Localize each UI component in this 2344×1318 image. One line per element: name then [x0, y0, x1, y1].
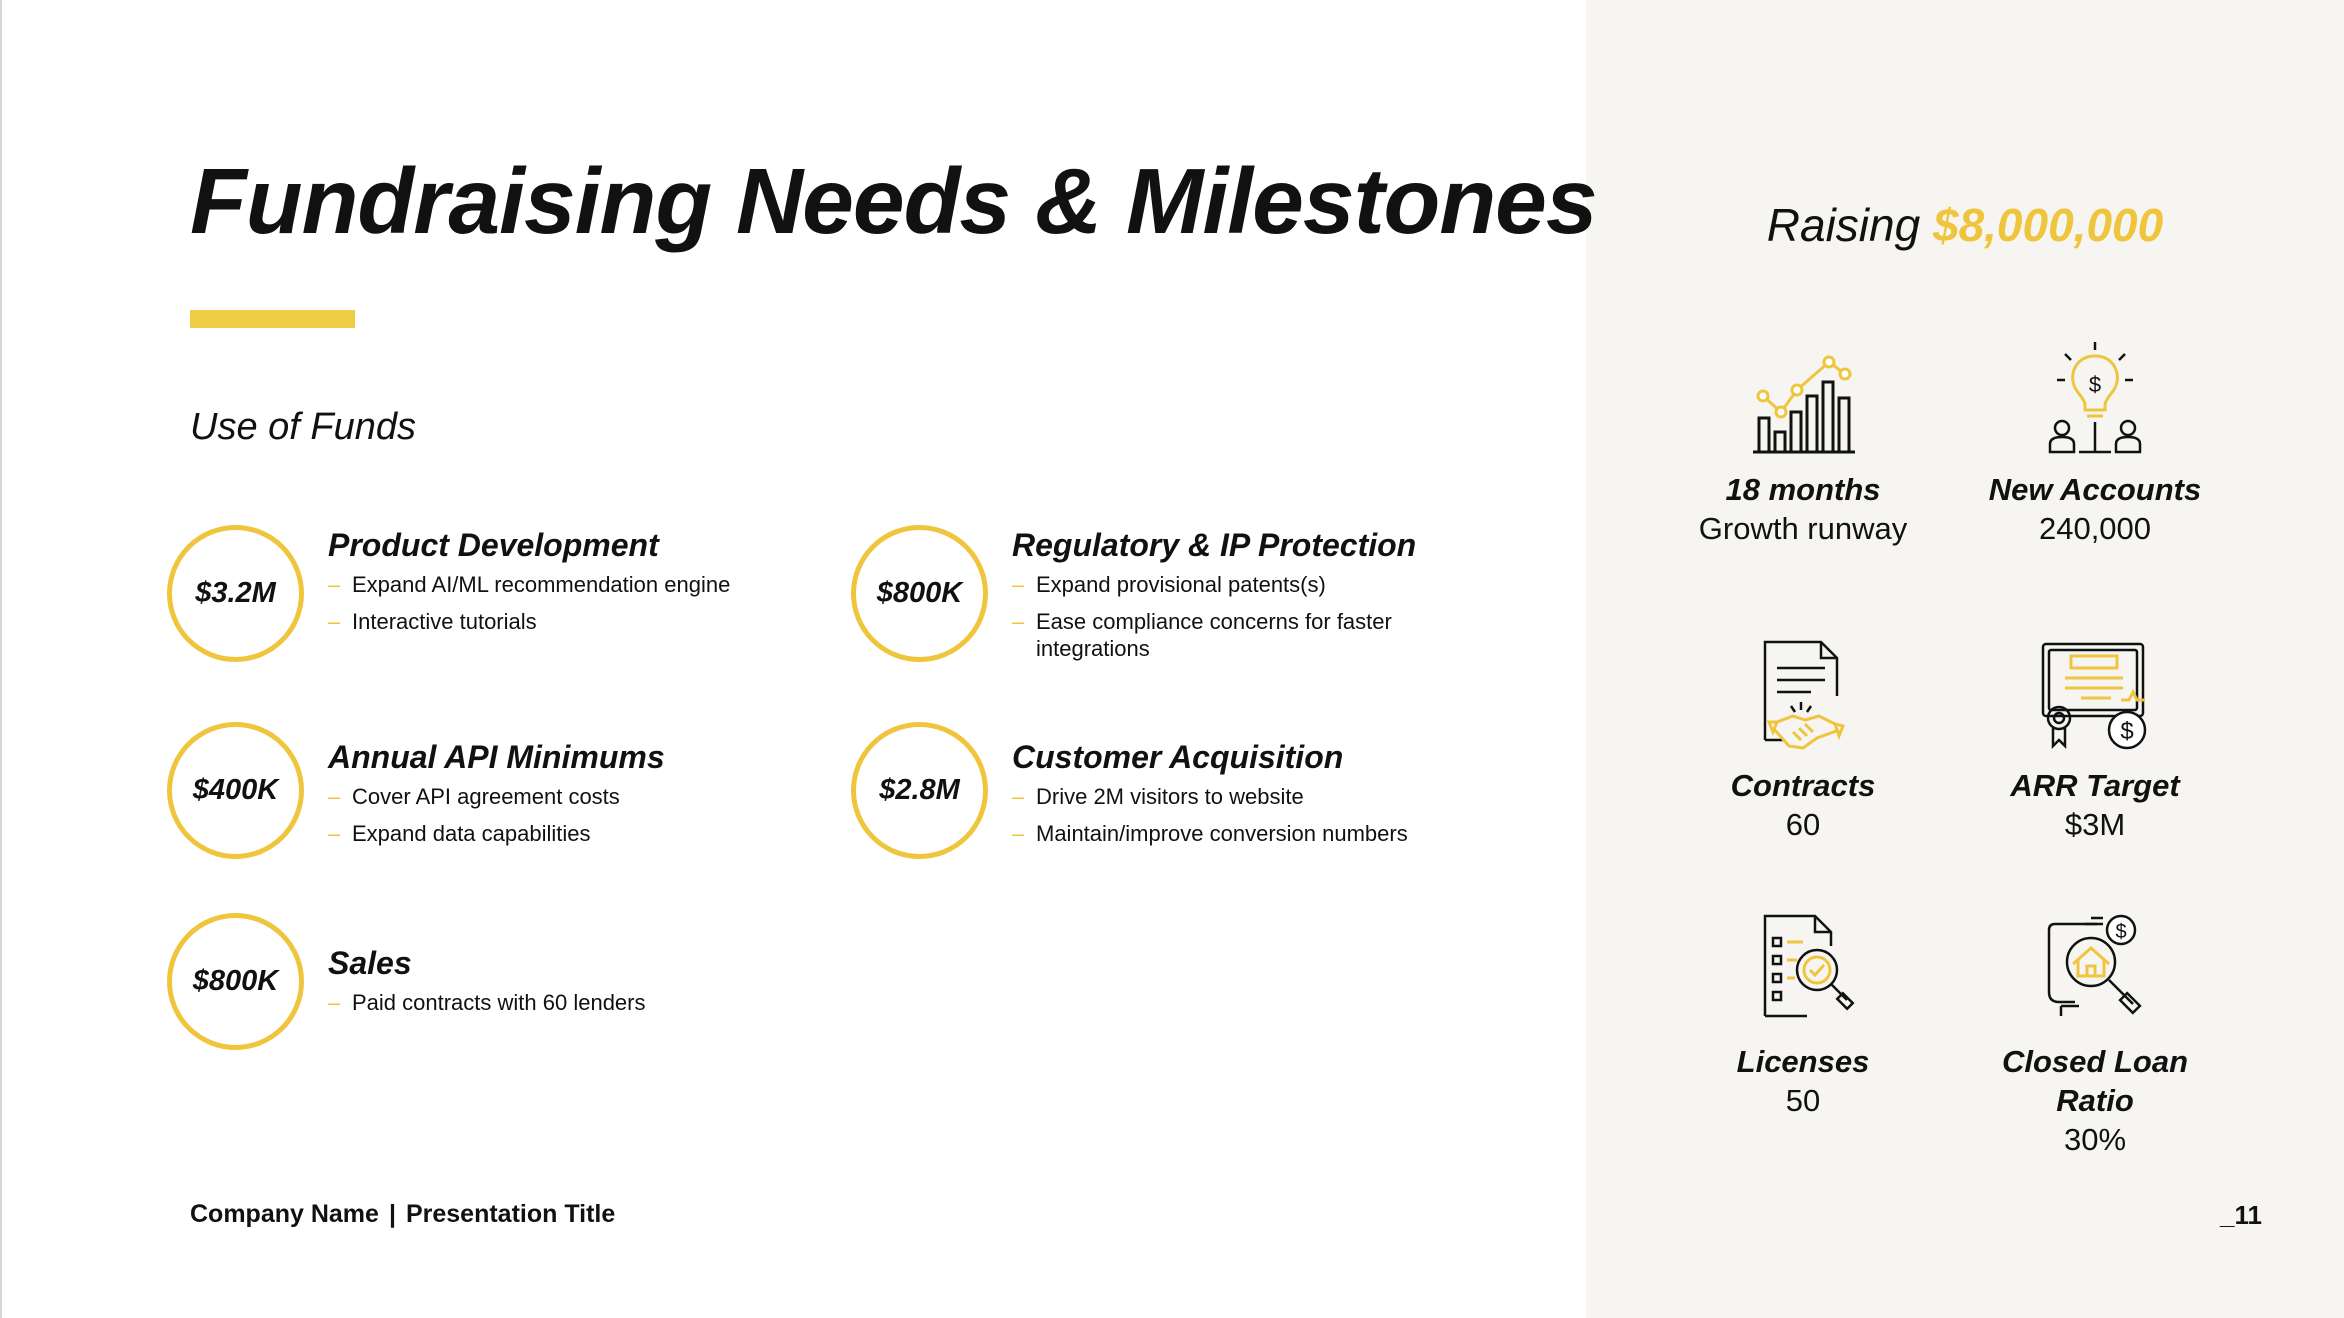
metric-title: New Accounts — [1988, 472, 2202, 507]
fund-bullet-list — [1012, 571, 1442, 662]
bullet-text: Expand provisional patents(s) — [1036, 572, 1326, 597]
contract-handshake-icon — [1743, 636, 1863, 756]
fund-amount-circle: $2.8M — [851, 722, 988, 859]
footer — [190, 1200, 615, 1229]
dash-icon: – — [1012, 784, 1025, 809]
certificate-dollar-icon — [2035, 636, 2155, 756]
raising-value: $8,000,000 — [1932, 199, 2164, 251]
raising-label: Raising — [1766, 199, 1921, 251]
metric-value: 240,000 — [2038, 511, 2152, 546]
fund-title: Annual API Minimums — [328, 739, 665, 775]
fund-amount-circle: $3.2M — [167, 525, 304, 662]
fund-amount-circle: $800K — [167, 913, 304, 1050]
bullet-text: Paid contracts with 60 lenders — [352, 990, 646, 1015]
growth-chart-icon — [1743, 340, 1863, 460]
metric-licenses — [1638, 910, 1968, 1120]
fund-bullet-list — [328, 783, 665, 847]
bullet-text: Interactive tutorials — [352, 609, 537, 634]
metric-title: Licenses — [1736, 1044, 1870, 1079]
metric-title: Closed Loan Ratio — [2001, 1044, 2188, 1118]
dash-icon: – — [328, 609, 341, 634]
fund-item-regulatory-ip — [851, 525, 1442, 672]
list-item — [1012, 608, 1442, 662]
metric-title: Contracts — [1730, 768, 1876, 803]
fund-item-product-development — [167, 525, 730, 662]
license-search-icon — [1743, 910, 1863, 1020]
fund-amount-circle: $400K — [167, 722, 304, 859]
bullet-text: Drive 2M visitors to website — [1036, 784, 1304, 809]
fund-title: Regulatory & IP Protection — [1012, 527, 1417, 563]
metric-value: 50 — [1785, 1083, 1821, 1118]
metric-closed-loan-ratio — [1930, 910, 2260, 1159]
svg-text:$: $ — [2120, 718, 2134, 745]
list-item — [1012, 571, 1442, 598]
dash-icon: – — [1012, 572, 1025, 597]
list-item — [328, 989, 646, 1016]
metric-arr-target — [1930, 636, 2260, 844]
svg-text:$: $ — [2088, 372, 2102, 397]
list-item — [328, 820, 665, 847]
list-item — [328, 783, 665, 810]
presentation-title: Presentation Title — [405, 1200, 616, 1228]
dash-icon: – — [328, 821, 341, 846]
fund-item-customer-acquisition — [851, 722, 1408, 859]
title-accent-bar — [190, 310, 355, 328]
fund-item-sales — [167, 913, 646, 1050]
company-name: Company Name — [190, 1200, 379, 1228]
metric-value: Growth runway — [1698, 511, 1908, 546]
dash-icon: – — [328, 784, 341, 809]
fund-title: Sales — [328, 945, 412, 981]
metric-contracts — [1638, 636, 1968, 844]
bullet-text: Cover API agreement costs — [352, 784, 620, 809]
metric-title: ARR Target — [2010, 768, 2180, 803]
svg-text:$: $ — [2115, 921, 2127, 943]
metric-value: 30% — [2063, 1122, 2127, 1157]
metric-new-accounts — [1930, 340, 2260, 548]
fund-amount-circle: $800K — [851, 525, 988, 662]
bullet-text: Maintain/improve conversion numbers — [1036, 821, 1408, 846]
footer-separator: | — [388, 1200, 396, 1228]
metric-value: 60 — [1785, 807, 1821, 842]
dash-icon: – — [1012, 609, 1025, 634]
list-item — [328, 571, 730, 598]
fund-title: Customer Acquisition — [1012, 739, 1344, 775]
fund-item-api-minimums — [167, 722, 665, 859]
metric-title: 18 months — [1725, 472, 1881, 507]
bullet-text: Expand AI/ML recommendation engine — [352, 572, 731, 597]
use-of-funds-heading: Use of Funds — [190, 406, 416, 448]
bullet-text: Ease compliance concerns for faster integrations — [1036, 609, 1392, 661]
raising-amount — [1586, 198, 2344, 252]
lightbulb-dollar-icon — [2035, 340, 2155, 460]
fund-title: Product Development — [328, 527, 659, 563]
dash-icon: – — [328, 990, 341, 1015]
dash-icon: – — [328, 572, 341, 597]
page-number: _11 — [2220, 1200, 2262, 1230]
left-edge-divider — [0, 0, 2, 1318]
dash-icon: – — [1012, 821, 1025, 846]
fund-bullet-list — [328, 571, 730, 635]
fund-bullet-list — [328, 989, 646, 1016]
page-title: Fundraising Needs & Milestones — [190, 149, 1597, 253]
list-item — [1012, 820, 1408, 847]
fund-bullet-list — [1012, 783, 1408, 847]
loan-search-icon — [2035, 910, 2155, 1020]
list-item — [328, 608, 730, 635]
list-item — [1012, 783, 1408, 810]
metric-growth-runway — [1638, 340, 1968, 548]
metric-value: $3M — [2064, 807, 2126, 842]
bullet-text: Expand data capabilities — [352, 821, 591, 846]
